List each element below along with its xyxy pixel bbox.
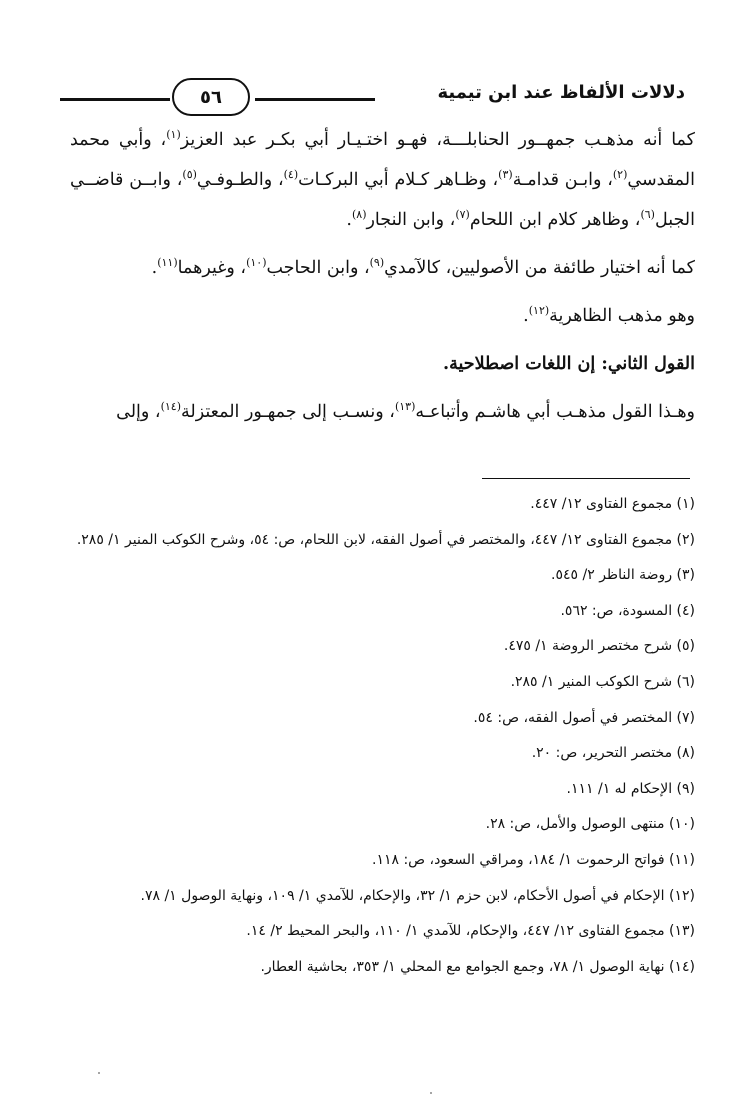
footnote-ref-13[interactable]: (١٣) [394, 400, 416, 414]
footnote-10: (١٠) منتهى الوصول والأمل، ص: ٢٨. [485, 816, 695, 833]
text-run: وهو مذهب الظاهرية [549, 306, 695, 326]
text-run: ، وابــن قاضــي [70, 170, 183, 190]
text-run: ، وابـن قدامـة [512, 170, 613, 190]
text-run: كما أنه مذهـب جمهــور الحنابلـــة، فهـو اختـيـار أبي بكـر عبد العزيز [180, 130, 695, 150]
footnote-ref-11[interactable]: (١١) [157, 256, 178, 270]
footnote-12: (١٢) الإحكام في أصول الأحكام، لابن حزم ١/ ٣٢، والإحكام، للآمدي ١/ ١٠٩، ونهاية الوصول ١/ ٧٨. [140, 887, 695, 904]
text-run: ، وإلى [116, 402, 161, 422]
text-run: ، وغيرهما [177, 258, 247, 278]
text-run: ، وظـاهر كـلام أبي البركـات [298, 170, 499, 190]
book-title: دلالات الألفاظ عند ابن تيمية [437, 82, 685, 103]
header-rule-middle [255, 98, 375, 101]
footnote-5: (٥) شرح مختصر الروضة ١/ ٤٧٥. [503, 638, 695, 655]
scan-speck [98, 1072, 100, 1074]
footnote-1: (١) مجموع الفتاوى ١٢/ ٤٤٧. [530, 496, 695, 512]
footnote-ref-4[interactable]: (٤) [283, 168, 299, 182]
text-run: . [151, 258, 158, 278]
footnote-ref-8[interactable]: (٨) [351, 208, 367, 222]
footnote-ref-10[interactable]: (١٠) [246, 256, 267, 270]
footnote-9: (٩) الإحكام له ١/ ١١١. [566, 780, 695, 797]
footnote-7: (٧) المختصر في أصول الفقه، ص: ٥٤. [473, 709, 695, 726]
paragraph-3 [70, 296, 695, 336]
paragraph-1 [70, 120, 695, 240]
footnote-2: (٢) مجموع الفتاوى ١٢/ ٤٤٧، والمختصر في أصول الفقه، لابن اللحام، ص: ٥٤، وشرح الكوكب المنير ١/ ٢٨٥. [76, 531, 695, 548]
footnote-13: (١٣) مجموع الفتاوى ١٢/ ٤٤٧، والإحكام، للآمدي ١/ ١١٠، والبحر المحيط ٢/ ١٤. [246, 923, 695, 940]
footnote-ref-14[interactable]: (١٤) [160, 400, 181, 414]
footnote-ref-9[interactable]: (٩) [369, 256, 385, 270]
text-run: ، وظاهر كلام ابن اللحام [469, 210, 641, 230]
footnote-11: (١١) فواتح الرحموت ١/ ١٨٤، ومراقي السعود، ص: ١١٨. [372, 851, 695, 868]
footnote-ref-3[interactable]: (٣) [498, 168, 513, 182]
text-run: ، والطـوفـي [196, 170, 284, 190]
text-run: كما أنه اختيار طائفة من الأصوليين، كالآمدي [384, 258, 695, 278]
footnote-3: (٣) روضة الناظر ٢/ ٥٤٥. [551, 567, 695, 584]
header-rule-left [60, 98, 170, 101]
footnote-ref-7[interactable]: (٧) [455, 208, 470, 222]
text-run: المقدسي [627, 170, 695, 190]
body-text [70, 120, 695, 432]
footnote-separator [482, 478, 690, 479]
text-run: . [346, 210, 352, 230]
footnote-14: (١٤) نهاية الوصول ١/ ٧٨، وجمع الجوامع مع المحلي ١/ ٣٥٣، بحاشية العطار. [260, 958, 695, 975]
footnote-ref-2[interactable]: (٢) [612, 168, 628, 182]
footnote-6: (٦) شرح الكوكب المنير ١/ ٢٨٥. [510, 673, 695, 690]
text-run: ، وابن النجار [366, 210, 456, 230]
text-run: ، وابن الحاجب [266, 258, 370, 278]
text-run: الجبل [654, 210, 695, 230]
footnote-ref-1[interactable]: (١) [166, 128, 181, 142]
page-number [172, 78, 250, 116]
footnote-ref-12[interactable]: (١٢) [528, 304, 550, 318]
running-header [60, 72, 685, 122]
scan-speck [430, 1092, 432, 1094]
footnote-4: (٤) المسودة، ص: ٥٦٢. [560, 602, 695, 619]
text-run: . [523, 306, 529, 326]
section-heading: القول الثاني: إن اللغات اصطلاحية. [443, 354, 695, 374]
text-run: ، ونسـب إلى جمهـور المعتزلة [180, 402, 395, 422]
paragraph-2 [70, 248, 695, 288]
footnotes [50, 487, 695, 985]
text-run: ، وأبي محمد [70, 130, 167, 150]
paragraph-4 [70, 392, 695, 432]
footnote-ref-5[interactable]: (٥) [182, 168, 197, 182]
footnote-8: (٨) مختصر التحرير، ص: ٢٠. [531, 745, 695, 762]
footnote-ref-6[interactable]: (٦) [640, 208, 655, 222]
page-number-text: ٥٦ [200, 86, 222, 108]
text-run: وهـذا القول مذهـب أبي هاشـم وأتباعـه [415, 402, 695, 422]
